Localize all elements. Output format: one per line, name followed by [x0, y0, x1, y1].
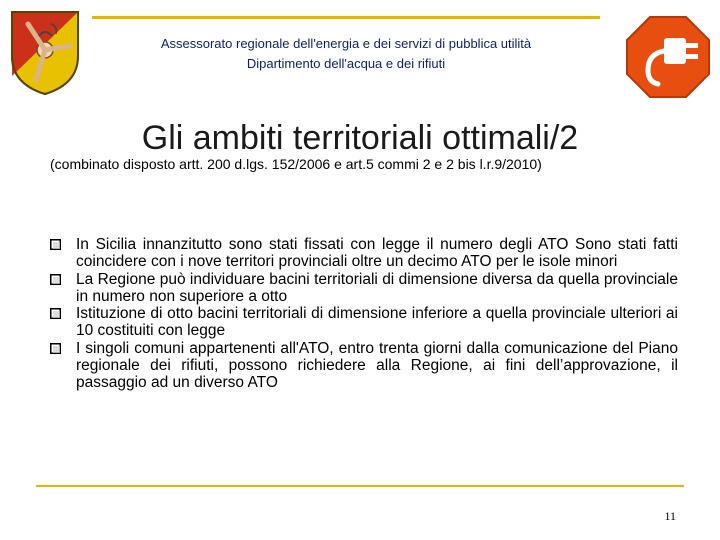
checkbox-bullet-icon — [50, 239, 61, 250]
bottom-divider — [36, 485, 684, 487]
bullet-text: I singoli comuni appartenenti all'ATO, entro trenta giorni dalla comunicazione del Piano regionale dei rifiuti, possono richiedere alla Regione, ai fini dell’approvazione, il passaggio ad un diverso ATO — [76, 339, 678, 392]
slide-title: Gli ambiti territoriali ottimali/2 — [141, 119, 579, 157]
header-line-1: Assessorato regionale dell'energia e dei servizi di pubblica utilità — [160, 36, 532, 51]
bullet-item — [50, 271, 678, 306]
slide-subtitle: (combinato disposto artt. 200 d.lgs. 152/2006 e art.5 commi 2 e 2 bis l.r.9/2010) — [50, 156, 542, 172]
bullet-text: In Sicilia innanzitutto sono stati fissati con legge il numero degli ATO Sono stati fatti coincidere con i nove territori provinciali oltre un decimo ATO per le isole minori — [76, 236, 678, 271]
page-number: 11 — [664, 509, 676, 523]
top-divider — [92, 16, 600, 19]
bullet-text: Istituzione di otto bacini territoriali di dimensione inferiore a quella provinciale ulteriori ai 10 costituiti con legge — [76, 305, 678, 340]
bullet-item — [50, 236, 678, 271]
checkbox-bullet-icon — [50, 274, 61, 285]
bullet-text: La Regione può individuare bacini territoriali di dimensione diversa da quella provinciale in numero non superiore a otto — [76, 270, 678, 305]
header-line-2: Dipartimento dell'acqua e dei rifiuti — [246, 56, 446, 71]
sicily-coat-of-arms-icon — [6, 6, 84, 98]
electric-plug-icon — [624, 14, 712, 100]
bullet-item — [50, 305, 678, 340]
bullet-item — [50, 340, 678, 392]
checkbox-bullet-icon — [50, 308, 61, 319]
checkbox-bullet-icon — [50, 343, 61, 354]
department-header — [92, 34, 600, 74]
bullet-list — [50, 236, 678, 392]
